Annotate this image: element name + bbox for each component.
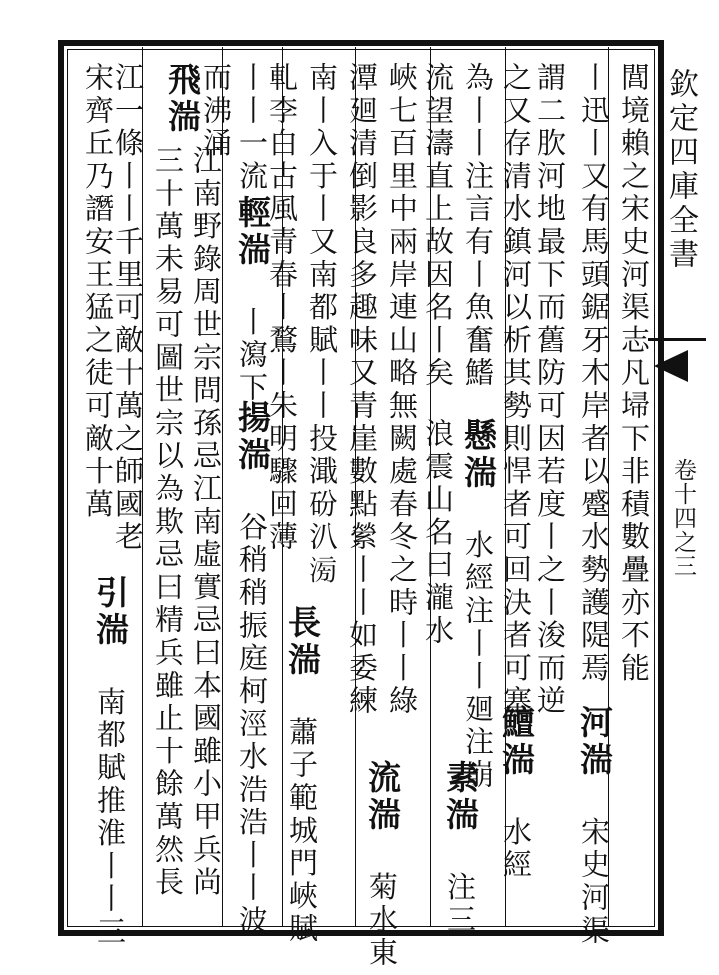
text-column-3: 謂二肷河地最下而舊防可因若度丨之丨浚而逆 (533, 62, 567, 718)
heading-xuan: 懸湍 水經注丨丨廻注崩 (459, 418, 498, 792)
text-column-14: 三十萬未易可圖世宗以為欺忌曰精兵雖止十餘萬然長 (151, 145, 185, 900)
text-column-12: 而沸涌 (199, 62, 233, 161)
heading-fei: 飛湍 (163, 62, 202, 136)
volume-label: 卷十四之三 (670, 458, 696, 578)
heading-yang: 揚湍 谷稍稍振庭柯涇水浩浩丨丨波 (233, 400, 272, 938)
text-column-7: 峽七百里中兩岸連山略無闕處春冬之時丨丨綠 (385, 62, 419, 718)
heading-liu: 流湍 菊水東 (363, 760, 402, 970)
text-column-4: 之又存清水鎮河以析其勢則悍者可回決者可塞 (499, 62, 533, 718)
text-column-6: 流望濤直上故因名丨矣 (421, 62, 455, 390)
heading-shan: 鱣湍 水經 (497, 705, 536, 883)
text-column-15: 宋齊丘乃譖安王猛之徒可敵十萬 (81, 62, 115, 522)
text-column-13: 江南野錄周世宗問孫忌江南虛實忌曰本國雖小甲兵尚 (189, 145, 223, 900)
book-title: 欽定四庫全書 (663, 68, 698, 272)
text-column-5: 為丨丨注言有丨魚奮鰭 (461, 62, 495, 390)
heading-chang: 長湍 蕭子範城門峽賦 (283, 605, 322, 947)
heading-he: 河湍 宋史河渠 (575, 705, 614, 948)
heading-qing: 輕湍 丨瀉下 (233, 195, 272, 405)
text-column-16: 江一條丨丨千里可敵十萬之師國老 (111, 62, 145, 554)
fishtail-mark (654, 350, 688, 382)
heading-su: 素湍 注三 (441, 760, 480, 938)
text-column-1: 閭境賴之宋史河渠志凡埽下非積數疊亦不能 (617, 62, 651, 686)
text-column-9: 南丨入于丨又南都賦丨丨投濈砏汃𣶢 (305, 62, 339, 587)
text-column-10: 軋李白古風青春丨鶩丨朱明驟回薄 (265, 62, 299, 554)
fishtail-rule (648, 338, 706, 341)
heading-xuan-note: 浪震山名曰瀧水 (421, 418, 455, 648)
text-column-2: 丨迅丨又有馬頭鋸牙木岸者以蹙水勢護隄焉 (577, 62, 611, 686)
margin-strip (648, 50, 706, 930)
text-column-8: 潭廻清倒影良多趣味又青崖數點縈丨丨如委練 (345, 62, 379, 718)
heading-yin: 引湍 南都賦推淮丨丨三 (91, 575, 130, 949)
text-column-11: 丨丨一流 (235, 62, 269, 194)
